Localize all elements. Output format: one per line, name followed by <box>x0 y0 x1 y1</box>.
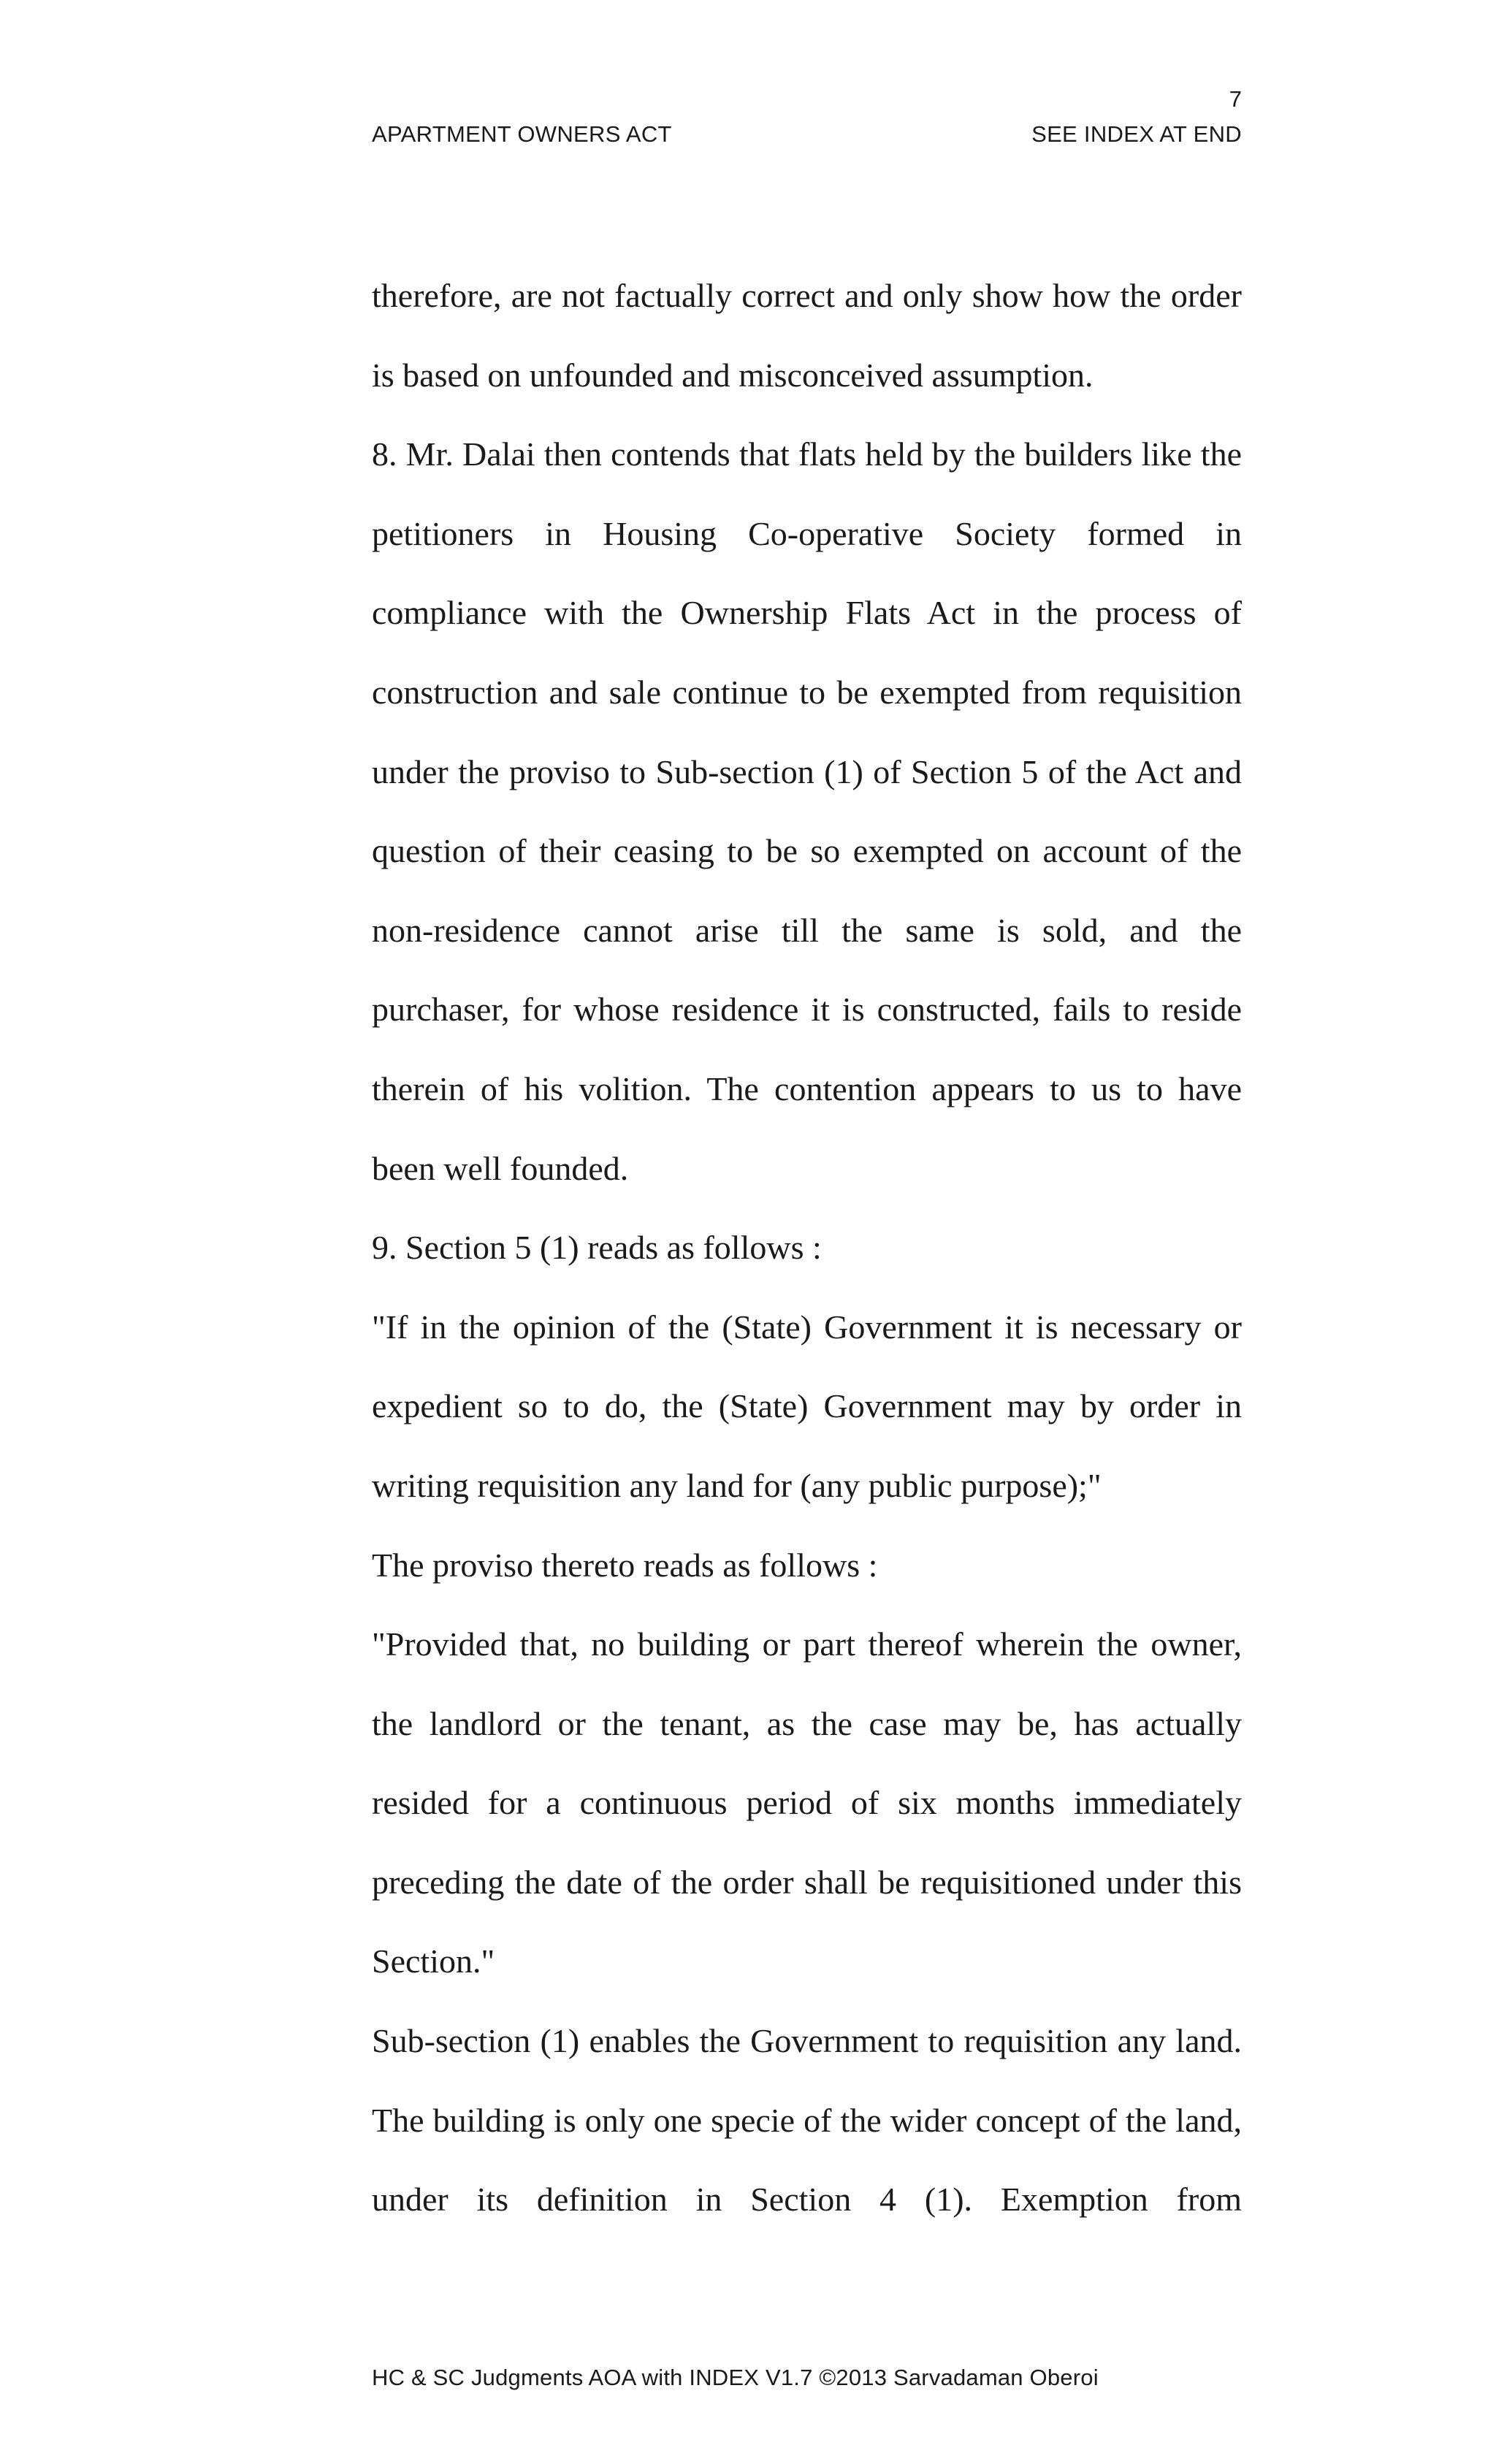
paragraph-sub-section-1: Sub-section (1) enables the Government to requisition any land. The building is only one specie of the wider concept of the land, under its definition in Section 4 (1). Exemption from <box>372 2022 1242 2219</box>
paragraph-9-heading: 9. Section 5 (1) reads as follows : <box>372 1229 822 1267</box>
quoted-section-5-1: "If in the opinion of the (State) Government it is necessary or expedient so to do, the (State) Government may by order in writing requisition any land for (any public purpose);" <box>372 1308 1242 1504</box>
quoted-proviso: "Provided that, no building or part thereof wherein the owner, the landlord or the tenant, as the case may be, has actually resided for a continuous period of six months immediately preceding the date of the order shall be requisitioned under this Section." <box>372 1625 1242 1980</box>
page-number: 7 <box>1229 86 1242 112</box>
paragraph-continuation: therefore, are not factually correct and only show how the order is based on unfounded and misconceived assumption. <box>372 277 1242 394</box>
proviso-intro: The proviso thereto reads as follows : <box>372 1546 878 1584</box>
paragraph-8: 8. Mr. Dalai then contends that flats held by the builders like the petitioners in Housing Co-operative Society formed in compliance with the Ownership Flats Act in the process of construction and sale continue to be exempted from requisition under the proviso to Sub-section (1) of Section 5 of the Act and question of their ceasing to be so exempted on account of the non-residence cannot arise till the same is sold, and the purchaser, for whose residence it is constructed, fails to reside therein of his volition. The contention appears to us to have been well founded. <box>372 435 1242 1187</box>
header-title: APARTMENT OWNERS ACT <box>372 121 672 147</box>
header-index-note: SEE INDEX AT END <box>1031 121 1242 147</box>
judgment-text <box>372 256 1242 2240</box>
page-footer: HC & SC Judgments AOA with INDEX V1.7 ©2013 Sarvadaman Oberoi <box>372 2365 1099 2390</box>
